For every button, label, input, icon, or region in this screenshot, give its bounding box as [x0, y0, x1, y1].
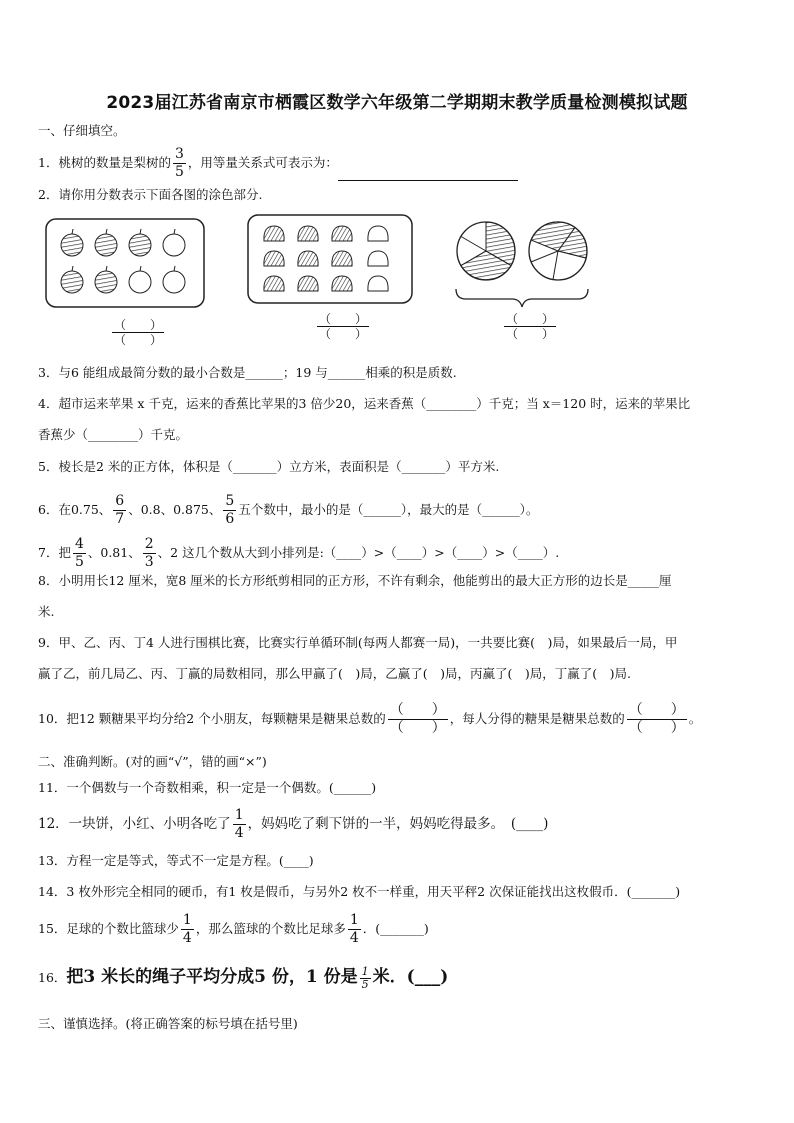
apples-figure: [44, 217, 206, 310]
fraction: $\frac{3}{5}$: [174, 146, 184, 180]
answer-fraction-3[interactable]: $\frac{( )}{( )}$: [506, 312, 555, 341]
question-8-line-1: 8．小明用长12 厘米，宽8 厘米的长方形纸剪相同的正方形，不许有剩余，他能剪出的最大正方形的边长是_____厘: [38, 573, 672, 588]
question-7: 7．把 $\frac{4}{5}$ 、0.81、 $\frac{2}{3}$ 、2 这几个数从大到小排列是:（____）>（____）>（____）>（____）.: [38, 536, 560, 570]
circles-figure: [452, 213, 592, 313]
question-9-line-1: 9．甲、乙、丙、丁4 人进行围棋比赛，比赛实行单循环制(每两人都赛一局)，一共要比赛( )局，如果最后一局，甲: [38, 635, 678, 650]
question-9-line-2: 赢了乙，前几局乙、丙、丁赢的局数相同，那么甲赢了( )局，乙赢了( )局，丙赢了( )局，丁赢了( )局.: [38, 666, 631, 681]
circle-left: [457, 222, 515, 280]
question-15: 15．足球的个数比篮球少 $\frac{1}{4}$ ，那么篮球的个数比足球多 $\frac{1}{4}$ ．(_______): [38, 912, 429, 946]
question-8-line-2: 米.: [38, 604, 55, 619]
apple-grid: [61, 229, 185, 293]
section-3-heading: 三、谨慎选择。(将正确答案的标号填在括号里): [38, 1016, 298, 1031]
section-1-heading: 一、仔细填空。: [38, 123, 126, 138]
question-3: 3．与6 能组成最简分数的最小合数是______；19 与______相乘的积是质数.: [38, 365, 457, 380]
question-12: 12．一块饼，小红、小明各吃了 $\frac{1}{4}$ ，妈妈吃了剩下饼的一半，妈妈吃得最多。 (____): [38, 807, 549, 841]
question-13: 13．方程一定是等式，等式不一定是方程。(____): [38, 853, 314, 868]
question-4-line-1: 4．超市运来苹果 x 千克，运来的香蕉比苹果的3 倍少20，运来香蕉（________）千克；当 x＝120 时，运来的苹果比: [38, 396, 691, 411]
question-2: 2．请你用分数表示下面各图的涂色部分.: [38, 187, 263, 202]
question-1: 1．桃树的数量是梨树的 $\frac{3}{5}$ ，用等量关系式可表示为：: [38, 146, 518, 181]
question-14: 14．3 枚外形完全相同的硬币，有1 枚是假币，与另外2 枚不一样重，用天平秤2 次保证能找出这枚假币．(_______): [38, 884, 681, 899]
answer-fraction-2[interactable]: $\frac{( )}{( )}$: [319, 312, 368, 341]
answer-fraction-1[interactable]: $\frac{( )}{( )}$: [114, 318, 163, 347]
question-10: 10．把12 颗糖果平均分给2 个小朋友，每颗糖果是糖果总数的 $\frac{( )}{( )}$ ，每人分得的糖果是糖果总数的 $\frac{( )}{( )}$ 。: [38, 702, 702, 736]
question-11: 11．一个偶数与一个奇数相乘，积一定是一个偶数。(______): [38, 780, 377, 795]
circle-right: [529, 222, 587, 280]
question-4-line-2: 香蕉少（________）千克。: [38, 427, 189, 442]
question-5: 5．棱长是2 米的正方体，体积是（_______）立方米，表面积是（_______）平方米.: [38, 459, 500, 474]
section-2-heading: 二、准确判断。(对的画“√”，错的画“×”): [38, 754, 267, 769]
question-6: 6．在0.75、 $\frac{6}{7}$ 、0.8、0.875、 $\frac{5}{6}$ 五个数中，最小的是（______），最大的是（______）。: [38, 493, 539, 527]
peach-grid: [264, 226, 388, 291]
peaches-figure: [246, 213, 414, 307]
page-title: 2023届江苏省南京市栖霞区数学六年级第二学期期末教学质量检测模拟试题: [106, 93, 688, 113]
question-16: 16．把3 米长的绳子平均分成5 份，1 份是 $\frac{1}{5}$ 米．(___): [38, 965, 449, 991]
brace: [456, 289, 588, 307]
answer-blank[interactable]: [338, 180, 518, 181]
